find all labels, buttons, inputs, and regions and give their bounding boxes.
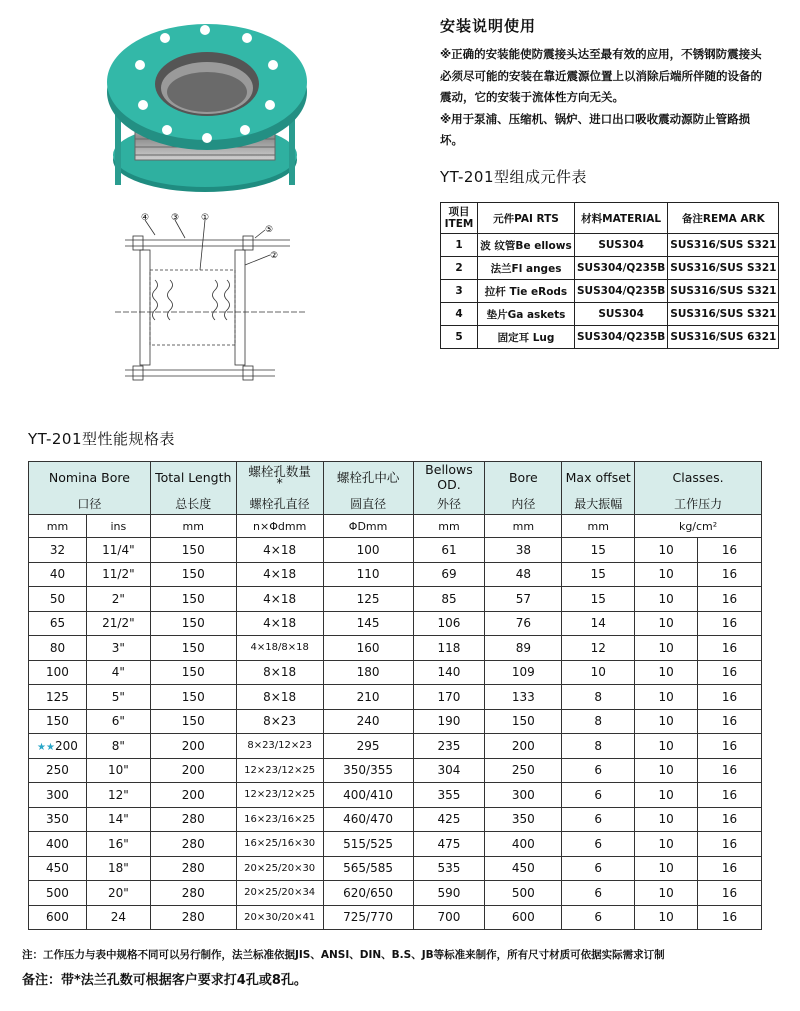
spec-cell: 600 bbox=[29, 905, 87, 930]
spec-cell: 150 bbox=[29, 709, 87, 734]
spec-cell: 140 bbox=[413, 660, 485, 685]
spec-cell: 21/2" bbox=[86, 611, 150, 636]
spec-cell: 8×18 bbox=[236, 685, 323, 710]
spec-cell: 12 bbox=[562, 636, 635, 661]
header-bolt-count-text: 螺栓孔数量 bbox=[248, 464, 311, 479]
comp-header-item bbox=[441, 203, 478, 234]
spec-cell: 10 bbox=[635, 611, 698, 636]
spec-cell: 200 bbox=[150, 758, 236, 783]
spec-cell: 16 bbox=[698, 856, 762, 881]
unit-length: mm bbox=[150, 515, 236, 538]
spec-cell: 12×23/12×25 bbox=[236, 758, 323, 783]
spec-cell: 10 bbox=[635, 562, 698, 587]
spec-cell: 20" bbox=[86, 881, 150, 906]
spec-cell: 150 bbox=[485, 709, 562, 734]
header-offset-cn: 最大振幅 bbox=[562, 492, 635, 515]
spec-cell: 10 bbox=[635, 832, 698, 857]
spec-cell: 515/525 bbox=[323, 832, 413, 857]
spec-cell: 16×23/16×25 bbox=[236, 807, 323, 832]
technical-drawing bbox=[115, 210, 305, 390]
spec-cell: 10 bbox=[635, 734, 698, 759]
unit-class: kg/cm² bbox=[635, 515, 762, 538]
spec-row bbox=[29, 685, 762, 710]
comp-header-item-cn: 项目 bbox=[448, 206, 470, 218]
comp-row bbox=[441, 326, 779, 349]
spec-cell: 10 bbox=[635, 758, 698, 783]
components-table bbox=[440, 202, 779, 349]
spec-cell: 280 bbox=[150, 856, 236, 881]
spec-cell: 350/355 bbox=[323, 758, 413, 783]
spec-cell: 150 bbox=[150, 562, 236, 587]
install-line-2: ※用于泵浦、压缩机、锅炉、进口出口吸收震动源防止管路损坏。 bbox=[440, 111, 751, 147]
spec-cell: 240 bbox=[323, 709, 413, 734]
header-bolt-center-cn: 圆直径 bbox=[323, 492, 413, 515]
spec-cell: 180 bbox=[323, 660, 413, 685]
spec-cell: 10 bbox=[635, 538, 698, 563]
spec-row bbox=[29, 562, 762, 587]
spec-cell: 32 bbox=[29, 538, 87, 563]
spec-cell: 700 bbox=[413, 905, 485, 930]
spec-cell: 6 bbox=[562, 905, 635, 930]
spec-cell: 125 bbox=[29, 685, 87, 710]
spec-cell: 20×25/20×30 bbox=[236, 856, 323, 881]
spec-cell: 12×23/12×25 bbox=[236, 783, 323, 808]
spec-title: YT-201型性能规格表 bbox=[28, 430, 175, 448]
spec-cell: 250 bbox=[485, 758, 562, 783]
spec-cell: 6 bbox=[562, 807, 635, 832]
spec-cell: 8 bbox=[562, 734, 635, 759]
spec-cell: 48 bbox=[485, 562, 562, 587]
spec-cell: 10 bbox=[635, 881, 698, 906]
unit-center: ΦDmm bbox=[323, 515, 413, 538]
spec-cell: 24 bbox=[86, 905, 150, 930]
unit-bolt: n×Φdmm bbox=[236, 515, 323, 538]
comp-cell-remark: SUS316/SUS S321 bbox=[668, 303, 779, 326]
comp-row bbox=[441, 280, 779, 303]
comp-header-parts: 元件PAI RTS bbox=[478, 203, 575, 234]
header-length-en: Total Length bbox=[150, 462, 236, 493]
spec-cell: 16 bbox=[698, 636, 762, 661]
install-text bbox=[440, 44, 770, 152]
spec-cell: 10 bbox=[635, 636, 698, 661]
comp-row bbox=[441, 234, 779, 257]
spec-cell: 76 bbox=[485, 611, 562, 636]
spec-cell: 150 bbox=[150, 709, 236, 734]
spec-cell: 10 bbox=[635, 587, 698, 612]
comp-row bbox=[441, 303, 779, 326]
spec-cell: 400/410 bbox=[323, 783, 413, 808]
spec-cell: 150 bbox=[150, 587, 236, 612]
spec-cell: 4×18 bbox=[236, 562, 323, 587]
header-class-en: Classes. bbox=[635, 462, 762, 493]
header-bore-cn: 口径 bbox=[29, 492, 151, 515]
header-bolt-center: 螺栓孔中心 bbox=[323, 462, 413, 493]
spec-cell: 10 bbox=[562, 660, 635, 685]
spec-cell: 16 bbox=[698, 832, 762, 857]
spec-cell: 15 bbox=[562, 562, 635, 587]
spec-cell: 150 bbox=[150, 685, 236, 710]
callout-5: ⑤ bbox=[265, 225, 274, 235]
header-bore-en: Nomina Bore bbox=[29, 462, 151, 493]
spec-cell: 190 bbox=[413, 709, 485, 734]
spec-cell: 460/470 bbox=[323, 807, 413, 832]
spec-cell: 350 bbox=[485, 807, 562, 832]
comp-row bbox=[441, 257, 779, 280]
spec-cell: 6 bbox=[562, 832, 635, 857]
comp-cell-remark: SUS316/SUS 6321 bbox=[668, 326, 779, 349]
spec-cell: 304 bbox=[413, 758, 485, 783]
spec-cell: 8 bbox=[562, 709, 635, 734]
spec-cell: 11/4" bbox=[86, 538, 150, 563]
spec-cell: 16 bbox=[698, 758, 762, 783]
spec-cell: 106 bbox=[413, 611, 485, 636]
spec-cell bbox=[29, 734, 87, 759]
spec-cell: 6 bbox=[562, 783, 635, 808]
spec-cell: 16" bbox=[86, 832, 150, 857]
spec-cell: 590 bbox=[413, 881, 485, 906]
header-od-en: Bellows OD. bbox=[413, 462, 485, 493]
spec-cell: 16 bbox=[698, 660, 762, 685]
spec-row bbox=[29, 807, 762, 832]
spec-cell: 295 bbox=[323, 734, 413, 759]
spec-cell: 10 bbox=[635, 783, 698, 808]
comp-cell-material: SUS304/Q235B bbox=[575, 280, 668, 303]
header-od-cn: 外径 bbox=[413, 492, 485, 515]
comp-cell-item: 3 bbox=[441, 280, 478, 303]
spec-cell: 535 bbox=[413, 856, 485, 881]
spec-cell: 69 bbox=[413, 562, 485, 587]
spec-cell: 3" bbox=[86, 636, 150, 661]
spec-cell: 280 bbox=[150, 881, 236, 906]
spec-cell: 6 bbox=[562, 856, 635, 881]
callout-4: ④ bbox=[141, 213, 150, 223]
header-bolt-star: * bbox=[276, 475, 283, 490]
spec-cell: 8×23/12×23 bbox=[236, 734, 323, 759]
comp-cell-part: 固定耳 Lug bbox=[478, 326, 575, 349]
header-length-cn: 总长度 bbox=[150, 492, 236, 515]
spec-cell: 89 bbox=[485, 636, 562, 661]
spec-row bbox=[29, 660, 762, 685]
callout-3: ③ bbox=[171, 213, 180, 223]
spec-cell: 8×18 bbox=[236, 660, 323, 685]
highlight-star: ★★ bbox=[37, 741, 55, 753]
header-bore2-cn: 内径 bbox=[485, 492, 562, 515]
comp-cell-item: 2 bbox=[441, 257, 478, 280]
spec-row bbox=[29, 856, 762, 881]
spec-cell: 118 bbox=[413, 636, 485, 661]
spec-cell: 61 bbox=[413, 538, 485, 563]
comp-cell-material: SUS304 bbox=[575, 234, 668, 257]
spec-row bbox=[29, 832, 762, 857]
spec-cell: 12" bbox=[86, 783, 150, 808]
spec-cell: 6 bbox=[562, 758, 635, 783]
unit-offset: mm bbox=[562, 515, 635, 538]
spec-cell: 300 bbox=[29, 783, 87, 808]
spec-row bbox=[29, 734, 762, 759]
spec-cell: 235 bbox=[413, 734, 485, 759]
spec-cell: 16 bbox=[698, 905, 762, 930]
spec-cell: 4×18/8×18 bbox=[236, 636, 323, 661]
spec-cell: 14 bbox=[562, 611, 635, 636]
spec-cell: 450 bbox=[485, 856, 562, 881]
comp-cell-remark: SUS316/SUS S321 bbox=[668, 280, 779, 303]
spec-cell: 16 bbox=[698, 611, 762, 636]
spec-cell: 16 bbox=[698, 685, 762, 710]
spec-cell: 16 bbox=[698, 587, 762, 612]
spec-cell: 110 bbox=[323, 562, 413, 587]
spec-cell: 65 bbox=[29, 611, 87, 636]
spec-cell: 4×18 bbox=[236, 587, 323, 612]
comp-cell-part: 垫片Ga askets bbox=[478, 303, 575, 326]
spec-cell: 170 bbox=[413, 685, 485, 710]
spec-row bbox=[29, 636, 762, 661]
comp-cell-item: 4 bbox=[441, 303, 478, 326]
spec-cell: 160 bbox=[323, 636, 413, 661]
spec-cell: 10" bbox=[86, 758, 150, 783]
spec-cell: 38 bbox=[485, 538, 562, 563]
spec-cell: 280 bbox=[150, 832, 236, 857]
spec-cell: 15 bbox=[562, 538, 635, 563]
spec-row bbox=[29, 758, 762, 783]
spec-cell: 620/650 bbox=[323, 881, 413, 906]
header-class-cn: 工作压力 bbox=[635, 492, 762, 515]
comp-header-material: 材料MATERIAL bbox=[575, 203, 668, 234]
spec-cell: 400 bbox=[29, 832, 87, 857]
spec-row bbox=[29, 881, 762, 906]
spec-cell: 280 bbox=[150, 905, 236, 930]
spec-cell: 85 bbox=[413, 587, 485, 612]
spec-cell: 16 bbox=[698, 734, 762, 759]
spec-cell: 100 bbox=[29, 660, 87, 685]
spec-cell: 200 bbox=[150, 734, 236, 759]
callout-1: ① bbox=[201, 213, 210, 223]
spec-cell: 10 bbox=[635, 856, 698, 881]
unit-ins: ins bbox=[86, 515, 150, 538]
spec-cell: 355 bbox=[413, 783, 485, 808]
spec-cell: 425 bbox=[413, 807, 485, 832]
comp-cell-material: SUS304/Q235B bbox=[575, 326, 668, 349]
spec-cell: 16×25/16×30 bbox=[236, 832, 323, 857]
spec-row bbox=[29, 611, 762, 636]
spec-cell: 200 bbox=[485, 734, 562, 759]
spec-cell: 57 bbox=[485, 587, 562, 612]
spec-cell: 400 bbox=[485, 832, 562, 857]
unit-mm: mm bbox=[29, 515, 87, 538]
spec-cell: 100 bbox=[323, 538, 413, 563]
unit-od: mm bbox=[413, 515, 485, 538]
spec-cell: 6 bbox=[562, 881, 635, 906]
header-bolt-count bbox=[236, 462, 323, 493]
spec-table bbox=[28, 461, 762, 930]
spec-cell: 16 bbox=[698, 562, 762, 587]
spec-cell: 8×23 bbox=[236, 709, 323, 734]
remark-note: 备注：带*法兰孔数可根据客户要求打4孔或8孔。 bbox=[22, 973, 307, 988]
spec-cell: 16 bbox=[698, 807, 762, 832]
spec-cell: 2" bbox=[86, 587, 150, 612]
spec-cell: 50 bbox=[29, 587, 87, 612]
spec-cell: 150 bbox=[150, 660, 236, 685]
spec-cell: 16 bbox=[698, 783, 762, 808]
spec-cell: 565/585 bbox=[323, 856, 413, 881]
comp-cell-item: 5 bbox=[441, 326, 478, 349]
header-bolt-dia: 螺栓孔直径 bbox=[236, 492, 323, 515]
unit-bore: mm bbox=[485, 515, 562, 538]
spec-cell: 133 bbox=[485, 685, 562, 710]
callout-2: ② bbox=[270, 251, 279, 261]
comp-cell-part: 法兰Fl anges bbox=[478, 257, 575, 280]
spec-cell: 18" bbox=[86, 856, 150, 881]
spec-cell-text: 200 bbox=[54, 738, 78, 753]
spec-cell: 600 bbox=[485, 905, 562, 930]
header-bore2-en: Bore bbox=[485, 462, 562, 493]
spec-cell: 20×30/20×41 bbox=[236, 905, 323, 930]
spec-cell: 150 bbox=[150, 636, 236, 661]
spec-cell: 10 bbox=[635, 660, 698, 685]
spec-row bbox=[29, 905, 762, 930]
install-line-1: ※正确的安装能使防震接头达至最有效的应用，不锈钢防震接头必须尽可能的安装在靠近震源位置上以消除后端所伴随的设备的震动，它的安装于流体性方向无关。 bbox=[440, 47, 762, 104]
spec-cell: 15 bbox=[562, 587, 635, 612]
install-title: 安装说明使用 bbox=[440, 17, 537, 35]
spec-cell: 10 bbox=[635, 709, 698, 734]
spec-cell: 8" bbox=[86, 734, 150, 759]
comp-cell-remark: SUS316/SUS S321 bbox=[668, 234, 779, 257]
spec-cell: 10 bbox=[635, 905, 698, 930]
product-image bbox=[95, 10, 320, 210]
spec-cell: 500 bbox=[29, 881, 87, 906]
comp-cell-remark: SUS316/SUS S321 bbox=[668, 257, 779, 280]
spec-cell: 10 bbox=[635, 685, 698, 710]
comp-cell-item: 1 bbox=[441, 234, 478, 257]
spec-cell: 145 bbox=[323, 611, 413, 636]
spec-row bbox=[29, 587, 762, 612]
spec-cell: 16 bbox=[698, 881, 762, 906]
spec-cell: 4×18 bbox=[236, 611, 323, 636]
spec-cell: 500 bbox=[485, 881, 562, 906]
spec-cell: 14" bbox=[86, 807, 150, 832]
footnote: 注：工作压力与表中规格不同可以另行制作，法兰标准依据JIS、ANSI、DIN、B.S、JB等标准来制作，所有尺寸材质可依据实际需求订制 bbox=[22, 949, 665, 961]
spec-cell: 10 bbox=[635, 807, 698, 832]
spec-row bbox=[29, 783, 762, 808]
components-title: YT-201型组成元件表 bbox=[440, 168, 587, 186]
spec-cell: 725/770 bbox=[323, 905, 413, 930]
spec-cell: 109 bbox=[485, 660, 562, 685]
spec-cell: 4×18 bbox=[236, 538, 323, 563]
comp-cell-material: SUS304 bbox=[575, 303, 668, 326]
spec-row bbox=[29, 538, 762, 563]
spec-cell: 350 bbox=[29, 807, 87, 832]
spec-cell: 280 bbox=[150, 807, 236, 832]
spec-cell: 210 bbox=[323, 685, 413, 710]
spec-cell: 40 bbox=[29, 562, 87, 587]
header-offset-en: Max offset bbox=[562, 462, 635, 493]
comp-header-item-en: ITEM bbox=[444, 218, 474, 230]
spec-cell: 150 bbox=[150, 538, 236, 563]
spec-cell: 475 bbox=[413, 832, 485, 857]
spec-cell: 4" bbox=[86, 660, 150, 685]
spec-cell: 20×25/20×34 bbox=[236, 881, 323, 906]
spec-cell: 250 bbox=[29, 758, 87, 783]
spec-cell: 6" bbox=[86, 709, 150, 734]
comp-cell-part: 波 纹管Be ellows bbox=[478, 234, 575, 257]
spec-cell: 150 bbox=[150, 611, 236, 636]
comp-cell-material: SUS304/Q235B bbox=[575, 257, 668, 280]
spec-cell: 300 bbox=[485, 783, 562, 808]
spec-cell: 11/2" bbox=[86, 562, 150, 587]
comp-cell-part: 拉杆 Tie eRods bbox=[478, 280, 575, 303]
spec-cell: 8 bbox=[562, 685, 635, 710]
spec-row bbox=[29, 709, 762, 734]
spec-cell: 450 bbox=[29, 856, 87, 881]
comp-header-remark: 备注REMA ARK bbox=[668, 203, 779, 234]
spec-cell: 200 bbox=[150, 783, 236, 808]
spec-cell: 80 bbox=[29, 636, 87, 661]
spec-cell: 5" bbox=[86, 685, 150, 710]
spec-cell: 125 bbox=[323, 587, 413, 612]
spec-cell: 16 bbox=[698, 538, 762, 563]
spec-cell: 16 bbox=[698, 709, 762, 734]
